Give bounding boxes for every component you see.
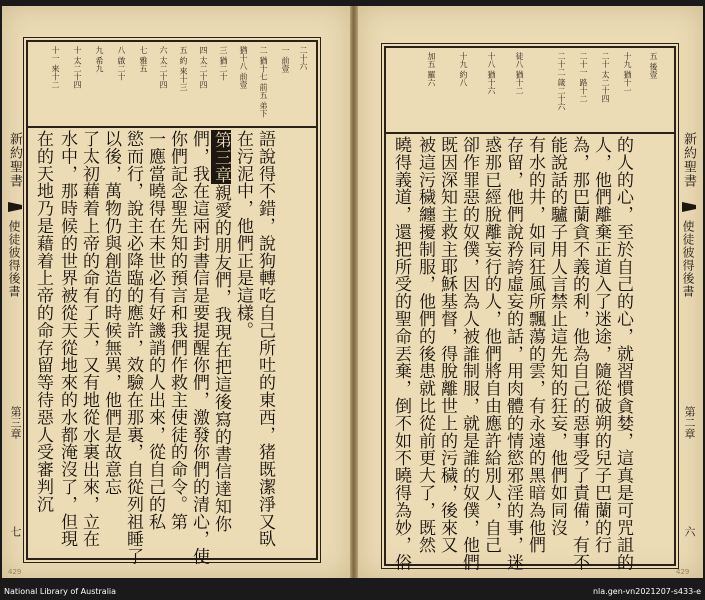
- running-title: 新約聖書: [7, 132, 22, 188]
- text-column: 曉得義道，還把所受的聖命丟棄，倒不如不曉得為妙，俗: [391, 136, 411, 571]
- text-column: 以後，萬物仍與創造的時候無異，他們是故意忘: [101, 130, 121, 496]
- cross-reference: 十一 來十二: [51, 46, 60, 89]
- book-title: 使徒彼得後書: [681, 220, 695, 298]
- text-column: 慾而行，說主必降臨的應許，效驗在那裏，自從列祖睡了: [123, 130, 143, 565]
- text-column: 了太初藉着上帝的命有了天，又有地從水裏出來，立在: [79, 130, 99, 548]
- left-page: [2, 6, 350, 578]
- page-number: 六: [683, 526, 696, 537]
- cross-reference: 八 啟二十: [117, 46, 126, 81]
- text-column: 惑那已經脫離妄行的人，他們將自由應許給別人，自己: [481, 136, 501, 554]
- footer-bar: [0, 586, 705, 600]
- cross-reference: 二十二 箴二十六: [557, 52, 566, 111]
- cross-reference: 五 後壹: [649, 52, 658, 79]
- text-column: 既因深知主救主耶穌基督，得脫離世上的污穢，後來又: [437, 136, 457, 554]
- cross-reference: 一 前壹: [281, 46, 290, 73]
- cross-reference: 加五 羅六: [427, 52, 436, 87]
- cross-reference: 十九 猶十一: [623, 52, 632, 95]
- text-column: 能說話的驢子用人言禁止這先知的狂妄，他們如同沒: [547, 136, 567, 537]
- book-spread: [2, 6, 703, 578]
- chapter-label: 第二章: [683, 406, 696, 439]
- text-column: 的人的心，至於自己的心，就習慣貪婪，這真是可咒詛的: [613, 136, 633, 571]
- running-title: 新約聖書: [681, 132, 696, 188]
- ornament-icon: [8, 202, 22, 212]
- page-number: 七: [9, 526, 22, 537]
- text-column: 存留，他們說矜誇虛妄的話，用肉體的情慾邪淫的事，迷: [503, 136, 523, 571]
- text-column: 被這污穢纏擾制服，他們的後患就比從前更大了，既然: [415, 136, 435, 554]
- left-page-frame: [26, 40, 318, 565]
- cross-reference: 六 太二十四: [159, 46, 168, 89]
- text-column: 卻作罪惡的奴僕，因為人被誰制服，就是誰的奴僕，他們: [459, 136, 479, 571]
- cross-reference: 猶十八 前壹: [239, 46, 248, 89]
- cross-reference: 徒八 猶十二: [515, 52, 524, 95]
- text-column: 為，那巴蘭貪不義的利，他為自己的惡事受了責備，有不: [569, 136, 589, 571]
- book-title: 使徒彼得後書: [7, 220, 21, 298]
- chapter-label: 第三章: [9, 406, 22, 439]
- right-page: [358, 6, 703, 578]
- cross-reference: 二十 太二十四: [601, 52, 610, 103]
- text-column: 人，他們離棄正道入了迷途，隨從破朔的兒子巴蘭的行: [591, 136, 611, 554]
- text-column: 一應當曉得在末世必有好譏誚的人出來，從自己的私: [145, 130, 165, 531]
- cross-reference: 二十六: [299, 46, 308, 70]
- cross-reference: 十 太二十四: [73, 46, 82, 89]
- cross-reference: 四 太二十四: [199, 46, 208, 89]
- page-stamp: 429: [676, 568, 690, 576]
- text-column: 在的天地乃是藉着上帝的命存留等待惡人受審判沉: [33, 130, 53, 513]
- cross-reference-box: [28, 42, 316, 128]
- text-column: 有水的井，如同狂風所飄蕩的雲，有永遠的黑暗為他們: [525, 136, 545, 554]
- chapter-marker: 第三章: [211, 131, 231, 184]
- cross-reference: 十八 猶十六: [487, 52, 496, 95]
- cross-reference-box: [386, 48, 674, 134]
- cross-reference: 九 希九: [95, 46, 104, 73]
- text-column: 在污泥中，他們正是這樣。: [233, 130, 253, 339]
- text-column: 們，我在這兩封書信是要提醒你們，激發你們的清心，使: [189, 130, 209, 565]
- library-name: National Library of Australia: [4, 587, 117, 596]
- right-page-frame: [384, 46, 676, 571]
- cross-reference: 二十一 路十二: [579, 52, 588, 103]
- text-column: 水中，那時候的世界被從天從地來的水都淹沒了，但現: [57, 130, 77, 548]
- cross-reference: 十九 約八: [459, 52, 468, 87]
- main-text: [28, 126, 278, 565]
- cross-reference: 三 猶二十: [219, 46, 228, 81]
- book-gutter: [350, 6, 358, 578]
- record-identifier: nla.gen-vn2021207-s433-e: [592, 587, 701, 596]
- ornament-icon: [682, 202, 696, 212]
- text-column-rest: 親愛的朋友們，我現在把這後寫的書信達知你: [211, 184, 231, 533]
- cross-reference: 七 雅五: [139, 46, 148, 73]
- text-column: 語說得不錯，說狗轉吃自己所吐的東西，猪既潔淨又臥: [255, 130, 275, 548]
- cross-reference: 五 約 來十三: [179, 46, 188, 92]
- text-column: [210, 130, 232, 532]
- page-stamp: 429: [8, 568, 22, 576]
- cross-reference: 二 猶十七 前五 弟下: [259, 46, 268, 118]
- main-text: [386, 132, 636, 571]
- text-column: 你們記念聖先知的預言和我們作救主使徒的命令。第: [167, 130, 187, 531]
